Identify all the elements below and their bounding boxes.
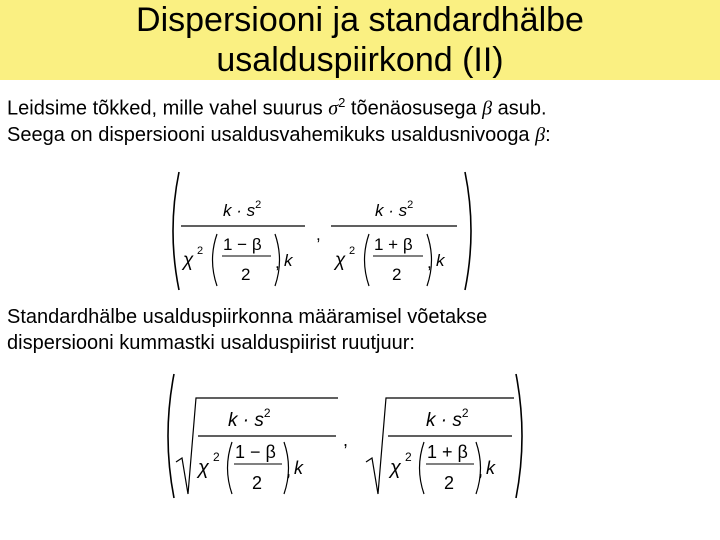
outro-paragraph <box>7 304 487 356</box>
left-chi-exp: 2 <box>213 450 220 464</box>
title-bar <box>0 0 720 80</box>
interval-separator: , <box>316 225 321 244</box>
left-denominator-two: 2 <box>241 265 251 284</box>
right-chi: χ <box>390 457 401 479</box>
left-term-one-minus-beta: 1 − β <box>235 442 276 462</box>
interval-separator: , <box>343 430 349 450</box>
intro-paragraph <box>7 90 551 148</box>
sigma-exponent: 2 <box>338 95 346 110</box>
beta-symbol: β <box>482 97 493 120</box>
right-numerator: $k \cdot s^2$ <box>426 406 469 431</box>
right-inner-left-paren <box>365 234 370 286</box>
beta-symbol-2: β <box>535 123 546 146</box>
right-denominator-two: 2 <box>392 265 402 284</box>
left-chi-exp: 2 <box>197 245 204 257</box>
variance-interval-formula <box>165 168 485 294</box>
left-inner-left-paren <box>228 442 233 494</box>
left-chi: χ <box>183 250 194 271</box>
slide-title-line-1: Dispersiooni ja standardhälbe <box>136 1 584 39</box>
std-interval-formula <box>160 370 532 502</box>
left-df-separator: , <box>286 460 292 480</box>
right-term-one-plus-beta: 1 + β <box>427 442 468 462</box>
right-denominator-two: 2 <box>444 473 455 493</box>
left-df-k: k <box>294 458 303 478</box>
right-term-one-plus-beta: 1 + β <box>374 235 413 254</box>
intro-line-2: Seega on dispersiooni usaldusvahemikuks usaldusnivooga β: <box>7 123 551 146</box>
sigma-symbol: σ <box>328 97 339 120</box>
right-chi-exp: 2 <box>405 450 412 464</box>
outro-line-2: dispersiooni kummastki usalduspiirist ruutjuur: <box>7 332 415 354</box>
outer-left-paren <box>173 172 179 290</box>
right-inner-left-paren <box>420 442 425 494</box>
left-inner-left-paren <box>213 234 218 286</box>
right-numerator: $k \cdot s^2$ <box>375 199 414 220</box>
right-chi: χ <box>335 250 346 271</box>
outer-left-paren <box>168 374 174 498</box>
right-df-separator: , <box>427 253 432 272</box>
outer-right-paren <box>465 172 471 290</box>
left-df-separator: , <box>275 253 280 272</box>
left-numerator: $k \cdot s^2$ <box>228 406 271 431</box>
left-df-k: k <box>284 251 293 270</box>
left-chi: χ <box>198 457 209 479</box>
right-df-k: k <box>486 458 495 478</box>
intro-line-1: Leidsime tõkked, mille vahel suurus $\sigma^2$ tõenäosusega β asub. <box>7 95 547 120</box>
right-chi-exp: 2 <box>349 245 356 257</box>
left-term-one-minus-beta: 1 − β <box>223 235 262 254</box>
outro-line-1: Standardhälbe usalduspiirkonna määramisel võetakse <box>7 306 488 328</box>
right-df-separator: , <box>478 460 484 480</box>
slide-title-line-2: usalduspiirkond (II) <box>216 41 504 79</box>
left-numerator: $k \cdot s^2$ <box>223 199 262 220</box>
outer-right-paren <box>516 374 522 498</box>
left-denominator-two: 2 <box>252 473 263 493</box>
right-df-k: k <box>436 251 445 270</box>
